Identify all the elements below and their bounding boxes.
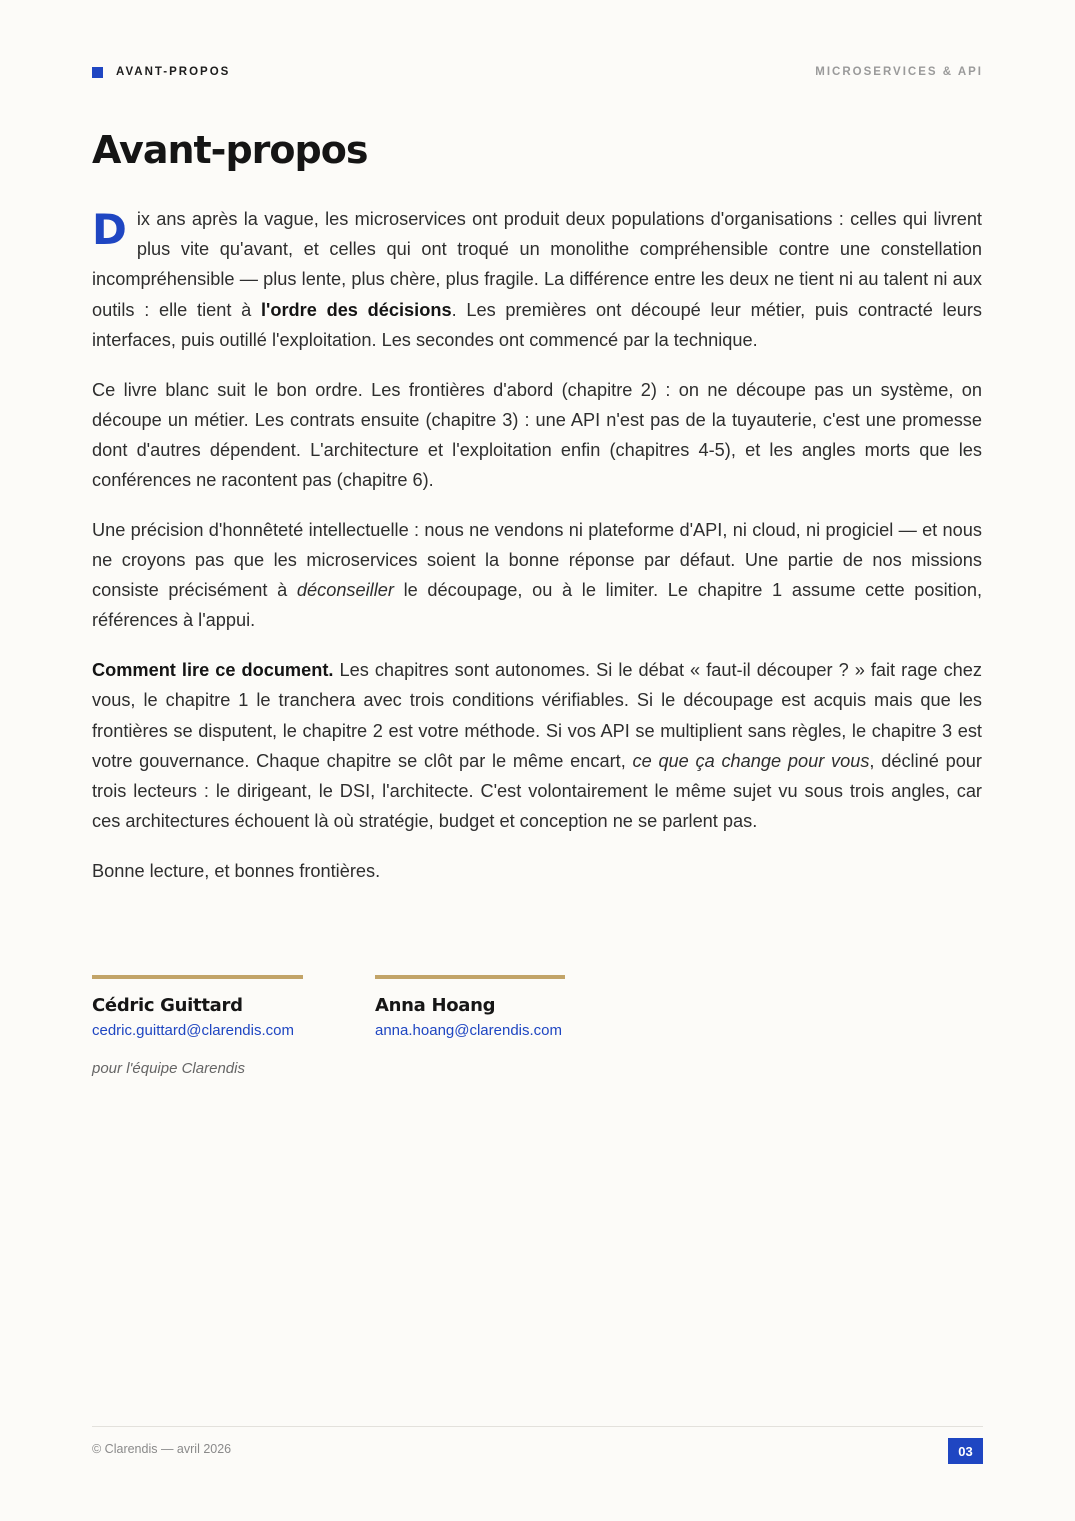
paragraph-4-lead: Comment lire ce document. xyxy=(92,660,334,681)
signatures xyxy=(92,975,637,1039)
drop-cap: D xyxy=(92,205,127,254)
page-number: 03 xyxy=(948,1438,983,1464)
paragraph-4-text-a: Les chapitres sont autonomes. Si le débat « faut-il découper ? » fait rage chez vous, le chapitre 1 le tranchera avec trois conditions vérifiables. Si le découpage est acquis mais que les frontières se disputent, le chapitre 2 est votre méthode. Si vos API se multiplient sans règles, le chapitre 3 est votre gouvernance. Chaque chapitre se clôt par le même encart, xyxy=(92,660,982,771)
section-label xyxy=(92,66,230,78)
author-email-link[interactable]: cedric.guittard@clarendis.com xyxy=(92,1022,294,1039)
section-label-text: AVANT-PROPOS xyxy=(116,66,231,78)
paragraph-1-text-b: . Les premières ont découpé leur métier, puis contracté leurs interfaces, puis outillé l'exploitation. Les secondes ont commencé par la technique. xyxy=(92,299,982,350)
page-title: Avant-propos xyxy=(92,128,368,172)
paragraph-1-text-a: ix ans après la vague, les microservices ont produit deux populations d'organisations : celles qui livrent plus vite qu'avant, et celles qui ont troqué un monolithe compréhensible contre une constellation incompréhensible — plus lente, plus chère, plus fragile. La différence entre les deux ne tient ni au talent ni aux outils : elle tient à xyxy=(92,209,982,320)
running-header xyxy=(92,66,983,78)
paragraph-4-text-b: , décliné pour trois lecteurs : le dirigeant, le DSI, l'architecte. C'est volontairement le même sujet vu sous trois angles, car ces architectures échouent là où stratégie, budget et conception ne se parlent pas. xyxy=(92,750,982,832)
section-marker-icon xyxy=(92,67,103,78)
author-email-link[interactable]: anna.hoang@clarendis.com xyxy=(375,1022,563,1039)
paragraph-5: Bonne lecture, et bonnes frontières. xyxy=(92,860,381,881)
body-text xyxy=(92,204,982,906)
signature-rule xyxy=(92,975,303,979)
paragraph-3-emphasis: déconseiller xyxy=(296,580,394,601)
paragraph-4 xyxy=(92,655,982,836)
paragraph-3 xyxy=(92,515,982,636)
document-label: MICROSERVICES & API xyxy=(815,66,983,78)
paragraph-1-emphasis: l'ordre des décisions xyxy=(260,299,452,320)
footer-divider xyxy=(92,1426,983,1427)
signature-rule xyxy=(375,975,565,979)
paragraph-4-emphasis: ce que ça change pour vous xyxy=(632,750,870,771)
footer-copyright: © Clarendis — avril 2026 xyxy=(92,1442,232,1456)
team-note: pour l'équipe Clarendis xyxy=(92,1060,245,1077)
author-name: Cédric Guittard xyxy=(92,995,243,1016)
paragraph-3-text-a: Une précision d'honnêteté intellectuelle : nous ne vendons ni plateforme d'API, ni cloud, ni progiciel — et nous ne croyons pas que les microservices soient la bonne réponse par défaut. Une partie de nos missions consiste précisément à xyxy=(92,519,982,601)
paragraph-2: Ce livre blanc suit le bon ordre. Les frontières d'abord (chapitre 2) : on ne découpe pas un système, on découpe un métier. Les contrats ensuite (chapitre 3) : une API n'est pas de la tuyauterie, c'est une promesse dont d'autres dépendent. L'architecture et l'exploitation enfin (chapitres 4-5), et les angles morts que les conférences ne racontent pas (chapitre 6). xyxy=(92,379,982,491)
paragraph-3-text-b: le découpage, ou à le limiter. Le chapitre 1 assume cette position, références à l'appui. xyxy=(92,580,982,631)
author-name: Anna Hoang xyxy=(375,995,496,1016)
signature-block xyxy=(375,975,565,1039)
paragraph-1 xyxy=(92,204,982,355)
signature-block xyxy=(92,975,303,1039)
